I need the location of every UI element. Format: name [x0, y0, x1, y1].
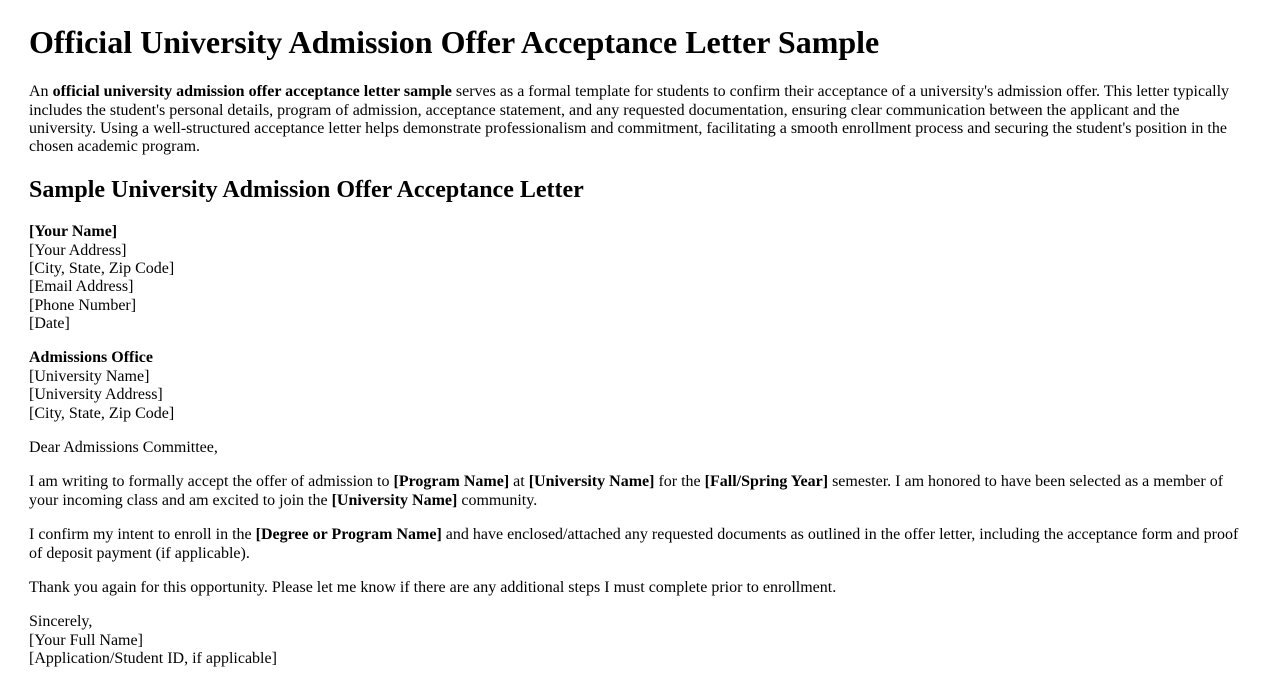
text-run: serves as a formal template for students to confirm their acceptance of a university's admission offer. This letter typically includes the student's personal details, program of admission, acceptance statement, and any requested documentation, ensuring clear communication between the applicant and the university. Using a well-structured acceptance letter helps demonstrate professionalism and commitment, facilitating a smooth enrollment process and securing the student's position in the chosen academic program. — [29, 83, 1230, 156]
recipient-address-block — [29, 349, 1249, 423]
text-run: [Fall/Spring Year] — [704, 473, 829, 491]
text-run: Thank you again for this opportunity. Please let me know if there are any additional steps I must complete prior to enrollment. — [29, 579, 837, 596]
text-line: Sincerely, — [29, 613, 93, 631]
body-paragraph-acceptance — [29, 473, 1249, 510]
text-run: community. — [457, 491, 538, 509]
text-line: [Email Address] — [29, 278, 134, 296]
text-run: [University Name] — [528, 473, 655, 491]
text-run: [Program Name] — [393, 473, 510, 491]
page-title: Official University Admission Offer Acceptance Letter Sample — [29, 24, 880, 60]
text-line: [University Name] — [29, 367, 150, 385]
text-line: [Phone Number] — [29, 296, 137, 314]
text-run: at — [509, 473, 529, 491]
text-run: semester. I am honored to have been selected as a member of your incoming class and am excited to join the — [29, 473, 1224, 509]
text-line: [Date] — [29, 315, 70, 333]
closing-signature-block — [29, 613, 1249, 668]
section-heading: Sample University Admission Offer Acceptance Letter — [29, 176, 584, 203]
text-line: [City, State, Zip Code] — [29, 404, 175, 422]
text-run: for the — [654, 473, 705, 491]
text-line: [Application/Student ID, if applicable] — [29, 650, 277, 668]
text-run: I am writing to formally accept the offer of admission to — [29, 473, 394, 491]
body-paragraph-thanks — [29, 579, 1249, 597]
text-line: [Your Address] — [29, 241, 127, 259]
text-run: I confirm my intent to enroll in the — [29, 526, 256, 544]
intro-paragraph — [29, 83, 1249, 157]
document-page — [0, 25, 1278, 669]
text-line: [City, State, Zip Code] — [29, 259, 175, 277]
text-run: [Degree or Program Name] — [255, 526, 442, 544]
text-run: official university admission offer acceptance letter sample — [52, 83, 452, 101]
text-run: and have enclosed/attached any requested documents as outlined in the offer letter, including the acceptance form and proof of deposit payment (if applicable). — [29, 526, 1239, 562]
text-line: [Your Full Name] — [29, 631, 143, 649]
body-paragraph-enrollment-confirmation — [29, 526, 1249, 563]
text-run: [University Name] — [331, 491, 458, 509]
text-run: An — [29, 83, 53, 101]
text-line: [Your Name] — [29, 223, 118, 241]
sender-address-block — [29, 223, 1249, 333]
text-line: Admissions Office — [29, 349, 153, 367]
text-line: [University Address] — [29, 386, 163, 404]
salutation: Dear Admissions Committee, — [29, 439, 218, 457]
